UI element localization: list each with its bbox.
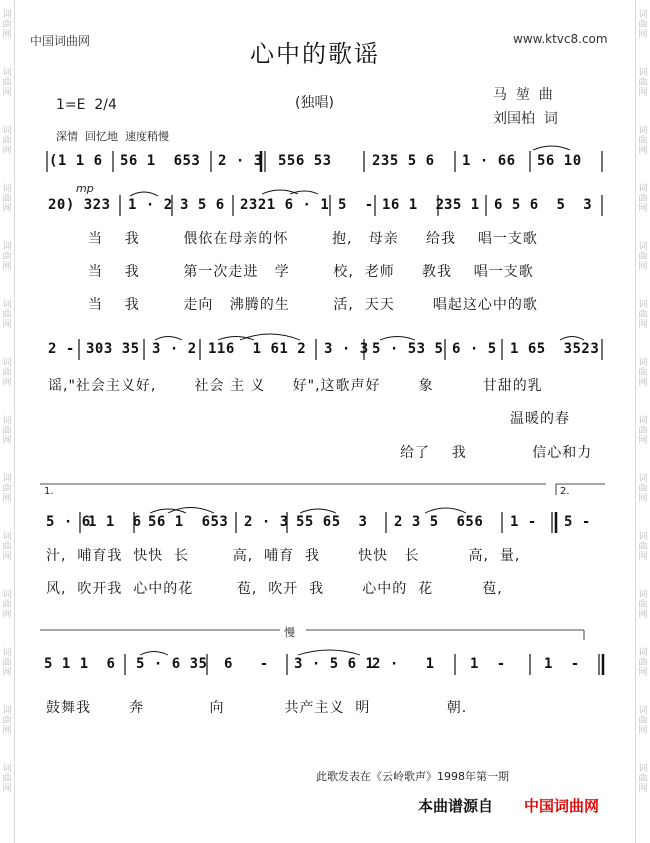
watermark-glyph: 曲 — [638, 600, 648, 610]
watermark-glyph: 网 — [2, 552, 12, 562]
watermark-glyph: 词 — [2, 68, 12, 78]
watermark-glyph: 网 — [638, 668, 648, 678]
watermark-glyph: 词 — [638, 416, 648, 426]
watermark-glyph: 词 — [638, 532, 648, 542]
measure-r4-6: 2 3 5 656 — [394, 514, 484, 530]
watermark-glyph: 词 — [638, 764, 648, 774]
publication-note: 此歌发表在《云岭歌声》1998年第一期 — [316, 770, 509, 783]
song-title: 心中的歌谣 — [250, 40, 380, 68]
measure-r5-4: 3 · 5 6 1 — [294, 656, 375, 672]
measure-r5-5: 2 · 1 — [372, 656, 435, 672]
measure-r5-3: 6 - — [224, 656, 269, 672]
watermark-glyph: 网 — [2, 494, 12, 504]
measure-r3-1: 2 - — [48, 341, 75, 357]
measure-r5-7: 1 - — [544, 656, 580, 672]
source-site-brand: 中国词曲网 — [524, 797, 600, 815]
watermark-glyph: 网 — [638, 30, 648, 40]
watermark-glyph: 词 — [638, 126, 648, 136]
watermark-glyph: 词 — [2, 648, 12, 658]
tempo-marking: 深情 回忆地 速度稍慢 — [56, 130, 169, 143]
watermark-glyph: 词 — [2, 474, 12, 484]
watermark-glyph: 网 — [2, 668, 12, 678]
measure-r2-7: 35 1 — [444, 197, 480, 213]
watermark-glyph: 词 — [638, 68, 648, 78]
watermark-glyph: 网 — [638, 494, 648, 504]
measure-r3-6: 5 · 53 5 — [372, 341, 444, 357]
measure-r2-8: 6 5 6 5 3 — [494, 197, 593, 213]
watermark-glyph: 曲 — [2, 774, 12, 784]
watermark-glyph: 曲 — [2, 426, 12, 436]
volta-2-marker: 2. — [560, 486, 570, 497]
watermark-glyph: 网 — [2, 30, 12, 40]
measure-r4-7: 1 - — [510, 514, 537, 530]
lyric-verse-1-b: 谣,"社会主义好, 社会 主 义 好",这歌声好 象 甘甜的乳 — [48, 378, 543, 394]
measure-r2-3: 3 5 6 — [180, 197, 225, 213]
lyric-verse-2-c: 风, 吹开我 心中的花 苞, 吹开 我 心中的 花 苞, — [46, 581, 503, 597]
site-url-right: www.ktvc8.com — [513, 32, 608, 46]
watermark-glyph: 词 — [638, 706, 648, 716]
watermark-glyph: 网 — [2, 610, 12, 620]
measure-r2-4: 2321 6 · 1 — [240, 197, 330, 213]
watermark-glyph: 曲 — [638, 194, 648, 204]
watermark-glyph: 词 — [2, 706, 12, 716]
measure-r2-1: 20) 323 — [48, 197, 111, 213]
lyric-verse-3-a: 当 我 走向 沸腾的生 活, 天天 唱起这心中的歌 — [88, 297, 538, 313]
watermark-glyph: 网 — [2, 262, 12, 272]
measure-r4-5: 55 65 3 — [296, 514, 368, 530]
watermark-glyph: 网 — [2, 784, 12, 794]
watermark-glyph: 曲 — [638, 136, 648, 146]
measure-r3-2: 303 35 — [86, 341, 140, 357]
watermark-glyph: 网 — [638, 726, 648, 736]
watermark-glyph: 曲 — [638, 484, 648, 494]
measure-r1-2: 56 1 653 — [120, 153, 201, 169]
watermark-glyph: 网 — [638, 320, 648, 330]
watermark-glyph: 曲 — [2, 136, 12, 146]
measure-r1-5: 235 5 6 — [372, 153, 435, 169]
watermark-glyph: 网 — [638, 436, 648, 446]
lyricist-credit: 刘国柏 词 — [493, 111, 558, 127]
watermark-glyph: 曲 — [638, 368, 648, 378]
measure-r1-6: 1 · 66 — [462, 153, 516, 169]
watermark-glyph: 网 — [2, 88, 12, 98]
watermark-glyph: 词 — [2, 590, 12, 600]
watermark-glyph: 曲 — [638, 252, 648, 262]
measure-r5-1: 5 1 1 6 — [44, 656, 116, 672]
watermark-glyph: 词 — [2, 10, 12, 20]
watermark-glyph: 曲 — [638, 310, 648, 320]
watermark-glyph: 词 — [2, 764, 12, 774]
measure-r4-3: 56 1 653 — [148, 514, 229, 530]
measure-r4-8: 5 - — [564, 514, 591, 530]
watermark-glyph: 词 — [2, 242, 12, 252]
watermark-glyph: 曲 — [638, 426, 648, 436]
measure-r4-2: 1 1 6 — [88, 514, 142, 530]
watermark-glyph: 网 — [638, 204, 648, 214]
watermark-glyph: 词 — [638, 10, 648, 20]
source-label: 本曲谱源自 — [418, 797, 494, 815]
watermark-glyph: 网 — [638, 784, 648, 794]
watermark-glyph: 网 — [2, 320, 12, 330]
watermark-glyph: 词 — [2, 416, 12, 426]
watermark-glyph: 曲 — [638, 542, 648, 552]
watermark-glyph: 词 — [2, 184, 12, 194]
measure-r4-4: 2 · 3 — [244, 514, 289, 530]
lyric-verse-2-b: 温暖的春 — [510, 411, 570, 427]
measure-r1-1: (1 1 6 — [49, 153, 103, 169]
measure-r2-2: 1 · 2 — [128, 197, 173, 213]
measure-r3-5: 3 · 3 — [324, 341, 369, 357]
watermark-glyph: 曲 — [638, 774, 648, 784]
measure-r1-7: 56 10 — [537, 153, 582, 169]
watermark-glyph: 网 — [2, 204, 12, 214]
watermark-glyph: 曲 — [2, 194, 12, 204]
measure-r2-5: 5 - — [338, 197, 374, 213]
watermark-glyph: 词 — [638, 358, 648, 368]
watermark-glyph: 网 — [638, 378, 648, 388]
slow-tempo-mark: 慢 — [284, 626, 295, 639]
lyric-verse-2-a: 当 我 第一次走进 学 校, 老师 教我 唱一支歌 — [88, 264, 534, 280]
watermark-glyph: 曲 — [2, 600, 12, 610]
watermark-glyph: 词 — [2, 126, 12, 136]
watermark-glyph: 网 — [638, 262, 648, 272]
watermark-glyph: 网 — [638, 610, 648, 620]
lyric-verse-final: 鼓舞我 奔 向 共产主义 明 朝. — [46, 700, 468, 716]
watermark-glyph: 曲 — [2, 716, 12, 726]
watermark-glyph: 词 — [2, 358, 12, 368]
watermark-glyph: 网 — [2, 146, 12, 156]
watermark-glyph: 词 — [638, 300, 648, 310]
volta-1-marker: 1. — [44, 486, 54, 497]
key-signature: 1=E 2/4 — [56, 97, 117, 113]
watermark-glyph: 词 — [2, 300, 12, 310]
lyric-verse-1-c: 汁, 哺育我 快快 长 高, 哺育 我 快快 长 高, 量, — [46, 548, 521, 564]
lyric-verse-3-b: 给了 我 信心和力 — [400, 445, 593, 461]
measure-r3-8: 1 65 3523 — [510, 341, 600, 357]
watermark-glyph: 词 — [638, 590, 648, 600]
watermark-glyph: 曲 — [638, 78, 648, 88]
watermark-glyph: 曲 — [638, 20, 648, 30]
watermark-glyph: 曲 — [2, 252, 12, 262]
watermark-glyph: 曲 — [2, 368, 12, 378]
composer-credit: 马 堃 曲 — [493, 87, 553, 103]
watermark-glyph: 曲 — [2, 484, 12, 494]
watermark-glyph: 曲 — [2, 542, 12, 552]
watermark-glyph: 网 — [2, 436, 12, 446]
watermark-glyph: 曲 — [638, 658, 648, 668]
watermark-glyph: 曲 — [638, 716, 648, 726]
watermark-glyph: 词 — [2, 532, 12, 542]
watermark-glyph: 词 — [638, 474, 648, 484]
watermark-glyph: 网 — [2, 726, 12, 736]
watermark-glyph: 网 — [2, 378, 12, 388]
watermark-glyph: 词 — [638, 648, 648, 658]
measure-r1-3: 2 · 3 — [218, 153, 263, 169]
measure-r4-1: 5 · 6 — [46, 514, 91, 530]
dynamic-marking: mp — [76, 182, 94, 195]
watermark-glyph: 网 — [638, 88, 648, 98]
watermark-glyph: 曲 — [2, 20, 12, 30]
watermark-glyph: 曲 — [2, 310, 12, 320]
lyric-verse-1-a: 当 我 偎依在母亲的怀 抱, 母亲 给我 唱一支歌 — [88, 231, 538, 247]
watermark-glyph: 词 — [638, 242, 648, 252]
measure-r5-2: 5 · 6 35 — [136, 656, 208, 672]
measure-r5-6: 1 - — [470, 656, 506, 672]
site-name-left: 中国词曲网 — [30, 34, 91, 48]
watermark-glyph: 网 — [638, 146, 648, 156]
watermark-glyph: 曲 — [2, 78, 12, 88]
measure-r2-6: 16 1 2 — [382, 197, 445, 213]
measure-r3-4: 116 1 61 2 — [208, 341, 307, 357]
performance-form: (独唱) — [295, 95, 334, 111]
measure-r1-4: 556 53 — [278, 153, 332, 169]
measure-r3-7: 6 · 5 — [452, 341, 497, 357]
watermark-glyph: 曲 — [2, 658, 12, 668]
measure-r3-3: 3 · 2 — [152, 341, 197, 357]
watermark-glyph: 网 — [638, 552, 648, 562]
watermark-glyph: 词 — [638, 184, 648, 194]
